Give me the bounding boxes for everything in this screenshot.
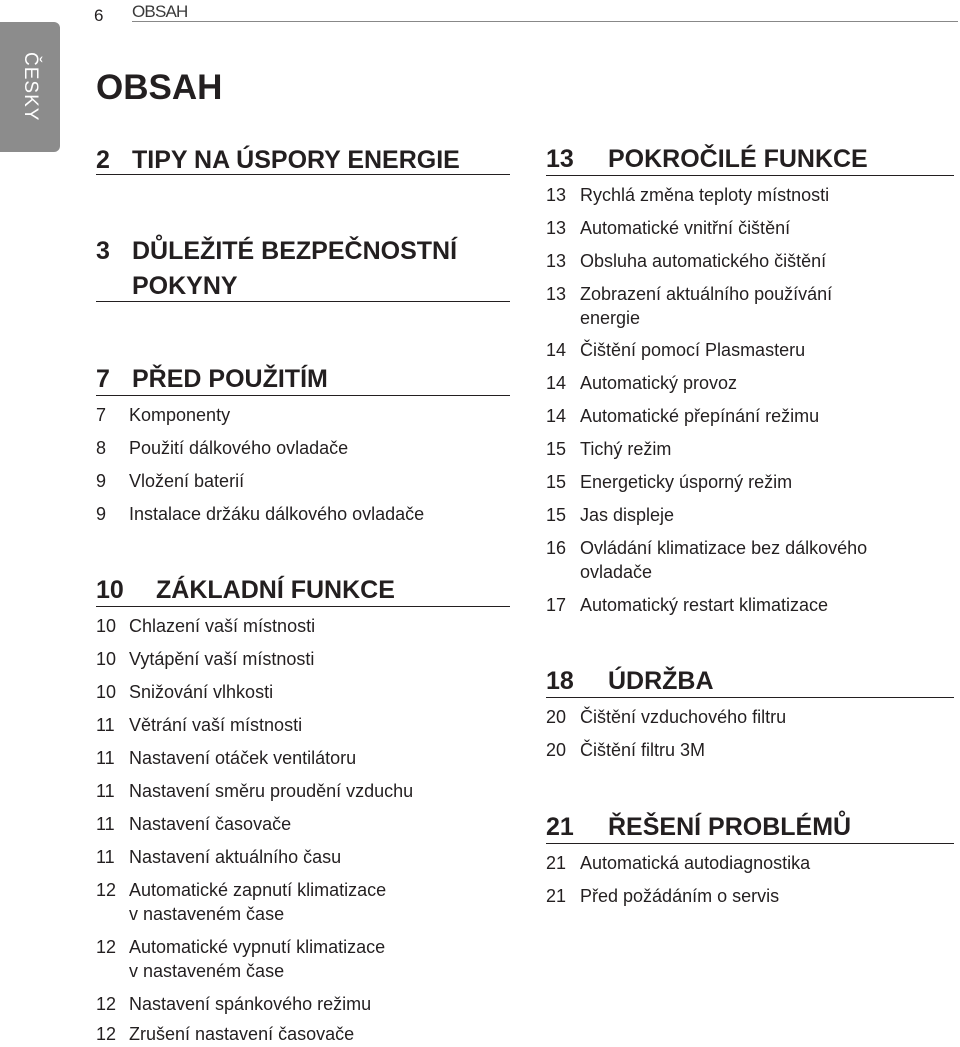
toc-item-page: 11	[96, 814, 115, 834]
language-tab-label: ČESKY	[20, 52, 41, 122]
toc-item-label: Komponenty	[129, 405, 231, 425]
toc-item-page: 14	[546, 406, 567, 426]
toc-section[interactable]	[96, 572, 510, 607]
toc-section[interactable]	[546, 663, 954, 698]
toc-item-label: Chlazení vaší místnosti	[129, 616, 316, 636]
toc-section-title: DŮLEŽITÉ BEZPEČNOSTNÍ	[132, 237, 458, 265]
toc-item-page: 16	[546, 538, 567, 558]
toc-item-label: Automatické vypnutí klimatizace	[129, 937, 386, 957]
toc-item-label: Čištění filtru 3M	[580, 740, 706, 760]
toc-item-page: 10	[96, 649, 117, 669]
language-tab	[0, 22, 60, 152]
toc-section[interactable]	[546, 809, 954, 844]
toc-item-label: Čištění vzduchového filtru	[580, 707, 787, 727]
toc-section-title: ŘEŠENÍ PROBLÉMŮ	[608, 813, 852, 841]
toc-item-label: Energeticky úsporný režim	[580, 472, 793, 492]
toc-section-title-line2: POKYNY	[132, 272, 238, 300]
toc-section-title: ZÁKLADNÍ FUNKCE	[156, 576, 395, 604]
toc-item-label-line2: v nastaveném čase	[129, 904, 285, 924]
toc-item-label: Zobrazení aktuálního používání	[580, 284, 833, 304]
toc-item-page: 9	[96, 504, 107, 524]
toc-section-title: TIPY NA ÚSPORY ENERGIE	[132, 146, 460, 174]
toc-item-page: 11	[96, 715, 115, 735]
running-header: OBSAH	[132, 2, 188, 21]
toc-item-page: 20	[546, 707, 567, 727]
toc-item-page: 8	[96, 438, 107, 458]
toc-section-title: ÚDRŽBA	[608, 667, 714, 695]
toc-section[interactable]	[546, 141, 954, 176]
toc-item-label: Nastavení směru proudění vzduchu	[129, 781, 414, 801]
toc-item-label: Automatické zapnutí klimatizace	[129, 880, 387, 900]
toc-item-label: Vložení baterií	[129, 471, 245, 491]
toc-item-page: 14	[546, 373, 567, 393]
toc-section-title: PŘED POUŽITÍM	[132, 365, 328, 393]
toc-item-page: 21	[546, 853, 567, 873]
toc-item-page: 7	[96, 405, 107, 425]
page-number: 6	[94, 6, 104, 25]
toc-section[interactable]	[96, 233, 510, 302]
toc-item-page: 14	[546, 340, 567, 360]
toc-item-page: 15	[546, 505, 567, 525]
toc-section-number: 18	[546, 667, 574, 695]
toc-item-page: 12	[96, 1024, 117, 1044]
toc-item-page: 11	[96, 748, 115, 768]
toc-item-page: 13	[546, 284, 567, 304]
toc-section-title: POKROČILÉ FUNKCE	[608, 145, 868, 173]
page-title: OBSAH	[96, 68, 223, 107]
toc-item-label: Nastavení spánkového režimu	[129, 994, 372, 1014]
toc-item-page: 13	[546, 185, 567, 205]
toc-item-label: Před požádáním o servis	[580, 886, 780, 906]
toc-item-page: 12	[96, 994, 117, 1014]
toc-item-page: 11	[96, 847, 115, 867]
toc-item-page: 13	[546, 251, 567, 271]
toc-item-label: Nastavení časovače	[129, 814, 292, 834]
toc-item-label: Ovládání klimatizace bez dálkového	[580, 538, 868, 558]
toc-item-page: 13	[546, 218, 567, 238]
toc-section-number: 13	[546, 145, 574, 173]
toc-item-page: 12	[96, 880, 117, 900]
toc-item-label: Automatické přepínání režimu	[580, 406, 820, 426]
toc-item-page: 21	[546, 886, 567, 906]
toc-item-label: Čištění pomocí Plasmasteru	[580, 340, 806, 360]
toc-item-label: Zrušení nastavení časovače	[129, 1024, 355, 1044]
toc-item-label: Jas displeje	[580, 505, 675, 525]
toc-item-label-line2: ovladače	[580, 562, 653, 582]
toc-item-label-line2: energie	[580, 308, 641, 328]
toc-section-number: 21	[546, 813, 574, 841]
toc-item-label: Tichý režim	[580, 439, 672, 459]
toc-section-number: 10	[96, 576, 124, 604]
toc-section-number: 7	[96, 365, 110, 393]
toc-item-label: Automatické vnitřní čištění	[580, 218, 791, 238]
toc-item-page: 11	[96, 781, 115, 801]
toc-section[interactable]	[96, 142, 510, 175]
toc-item-label-line2: v nastaveném čase	[129, 961, 285, 981]
toc-item-page: 9	[96, 471, 107, 491]
toc-item-page: 20	[546, 740, 567, 760]
toc-item-label: Automatický provoz	[580, 373, 738, 393]
toc-section-number: 2	[96, 146, 110, 174]
toc-item-page: 15	[546, 439, 567, 459]
toc-item-label: Obsluha automatického čištění	[580, 251, 827, 271]
toc-item-page: 10	[96, 616, 117, 636]
toc-item-page: 17	[546, 595, 567, 615]
toc-item-page: 15	[546, 472, 567, 492]
toc-item-label: Rychlá změna teploty místnosti	[580, 185, 830, 205]
toc-item-label: Nastavení otáček ventilátoru	[129, 748, 357, 768]
header-rule	[132, 21, 958, 22]
toc-item-label: Snižování vlhkosti	[129, 682, 274, 702]
toc-section[interactable]	[96, 361, 510, 396]
toc-item-label: Automatická autodiagnostika	[580, 853, 811, 873]
toc-item-label: Větrání vaší místnosti	[129, 715, 303, 735]
toc-item-label: Použití dálkového ovladače	[129, 438, 349, 458]
toc-item-page: 10	[96, 682, 117, 702]
toc-item-label: Automatický restart klimatizace	[580, 595, 829, 615]
toc-item-page: 12	[96, 937, 117, 957]
toc-item-label: Vytápění vaší místnosti	[129, 649, 315, 669]
toc-item-label: Nastavení aktuálního času	[129, 847, 342, 867]
toc-item-label: Instalace držáku dálkového ovladače	[129, 504, 425, 524]
toc-section-number: 3	[96, 237, 110, 265]
